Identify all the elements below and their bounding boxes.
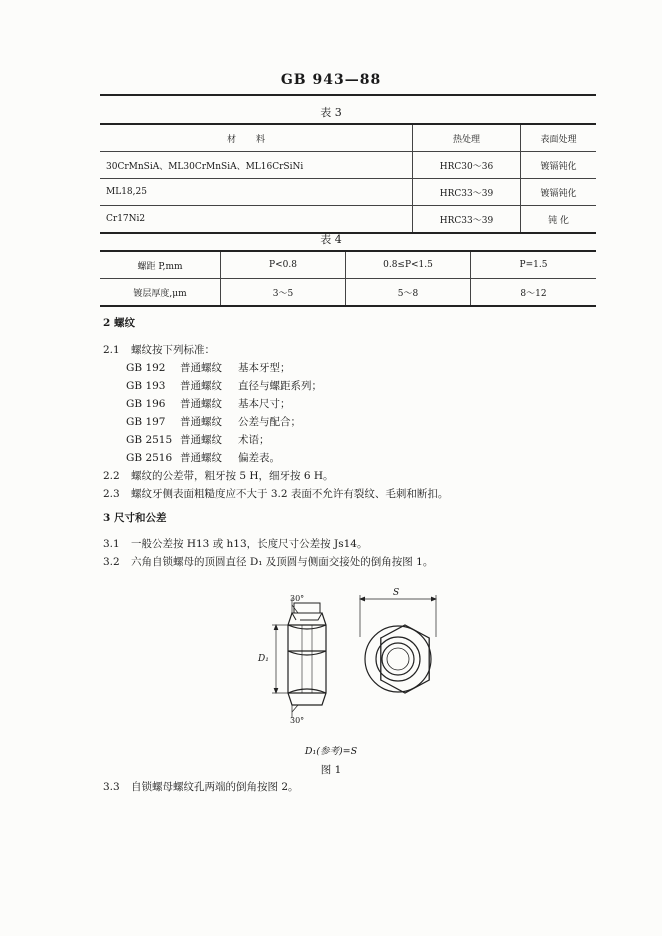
standard-category: 普通螺纹 — [180, 362, 222, 374]
standard-item — [126, 396, 291, 411]
clause-number: 3.2 — [103, 556, 120, 568]
dimension-d1 — [272, 625, 288, 693]
table-cell: P<0.8 — [221, 251, 346, 279]
clause-number: 3.1 — [103, 538, 120, 550]
table3 — [100, 123, 596, 234]
standard-item — [126, 414, 301, 429]
s-label: S — [393, 588, 400, 598]
standard-item — [126, 432, 270, 447]
figure1-drawing — [250, 585, 450, 730]
table-row — [100, 251, 596, 279]
clause-text: 自锁螺母螺纹孔两端的倒角按图 2。 — [131, 781, 299, 793]
table-row — [100, 206, 596, 234]
standard-category: 普通螺纹 — [180, 398, 222, 410]
standard-title: 基本尺寸； — [238, 398, 291, 410]
section3-title: 3 尺寸和公差 — [103, 512, 167, 524]
nut-side-view — [288, 603, 326, 705]
clause-3-1 — [103, 536, 367, 551]
clause-number: 2.1 — [103, 344, 120, 356]
table-cell: 5～8 — [346, 279, 471, 307]
table4 — [100, 250, 596, 307]
header-rule — [100, 94, 596, 96]
standard-code-item: GB 193 — [126, 380, 166, 392]
table-cell: 8～12 — [471, 279, 597, 307]
standard-category: 普通螺纹 — [180, 380, 222, 392]
table-cell: 镀镉钝化 — [521, 179, 597, 206]
standard-title: 基本牙型； — [238, 362, 291, 374]
table-row — [100, 152, 596, 179]
clause-number: 2.3 — [103, 488, 120, 500]
standard-code: GB 943—88 — [280, 72, 382, 88]
table-cell: 镀层厚度,μm — [100, 279, 221, 307]
table-cell: Cr17Ni2 — [100, 206, 413, 234]
clause-2-1 — [103, 342, 215, 357]
standard-item — [126, 378, 322, 393]
table-cell: P=1.5 — [471, 251, 597, 279]
clause-3-3 — [103, 779, 299, 794]
standard-category: 普通螺纹 — [180, 434, 222, 446]
table-header: 热处理 — [413, 124, 521, 152]
table-row — [100, 124, 596, 152]
standard-category: 普通螺纹 — [180, 416, 222, 428]
table-cell: 30CrMnSiA、ML30CrMnSiA、ML16CrSiNi — [100, 152, 413, 179]
section2-title: 2 螺纹 — [103, 317, 135, 329]
clause-text: 螺纹按下列标准： — [131, 344, 215, 356]
clause-number: 2.2 — [103, 470, 120, 482]
standard-title: 术语； — [238, 434, 270, 446]
clause-2-3 — [103, 486, 448, 501]
standard-title: 直径与螺距系列； — [238, 380, 322, 392]
clause-3-2 — [103, 554, 433, 569]
table-cell: 镀镉钝化 — [521, 152, 597, 179]
clause-number: 3.3 — [103, 781, 120, 793]
standard-item — [126, 450, 280, 465]
clause-text: 六角自锁螺母的顶圆直径 D₁ 及顶圆与侧面交接处的倒角按图 1。 — [131, 556, 434, 568]
dimension-s — [360, 595, 436, 637]
clause-text: 螺纹牙侧表面粗糙度应不大于 3.2 表面不允许有裂纹、毛刺和断扣。 — [131, 488, 449, 500]
table-cell: 3～5 — [221, 279, 346, 307]
clause-text: 一般公差按 H13 或 h13，长度尺寸公差按 Js14。 — [131, 538, 368, 550]
figure1-caption: 图 1 — [320, 764, 342, 776]
table4-caption: 表 4 — [320, 233, 342, 246]
table3-caption: 表 3 — [320, 106, 342, 119]
header-material: 材料 — [226, 134, 285, 145]
standard-code-item: GB 197 — [126, 416, 166, 428]
table-cell: 0.8≤P<1.5 — [346, 251, 471, 279]
table-cell: 钝 化 — [521, 206, 597, 234]
standard-code-item: GB 2515 — [126, 434, 173, 446]
d1-label: D₁ — [258, 654, 269, 664]
standard-code-item: GB 2516 — [126, 452, 173, 464]
table-header — [100, 124, 413, 152]
table-cell: HRC33～39 — [413, 179, 521, 206]
standard-code-item: GB 192 — [126, 362, 166, 374]
table-cell: ML18,25 — [100, 179, 413, 206]
table-cell: HRC30～36 — [413, 152, 521, 179]
standard-title: 公差与配合； — [238, 416, 301, 428]
standard-category: 普通螺纹 — [180, 452, 222, 464]
angle-leaders — [292, 598, 298, 718]
table-header: 表面处理 — [521, 124, 597, 152]
table-cell: 螺距 P,mm — [100, 251, 221, 279]
table-row — [100, 279, 596, 307]
table-cell: HRC33～39 — [413, 206, 521, 234]
figure1-formula: D₁(参考)=S — [304, 746, 358, 757]
clause-2-2 — [103, 468, 334, 483]
nut-top-view — [365, 625, 431, 693]
standard-code-item: GB 196 — [126, 398, 166, 410]
standard-item — [126, 360, 291, 375]
standard-title: 偏差表。 — [238, 452, 280, 464]
angle-bottom-label: 30° — [290, 716, 305, 725]
table-row — [100, 179, 596, 206]
clause-text: 螺纹的公差带，粗牙按 5 H，细牙按 6 H。 — [131, 470, 334, 482]
angle-top-label: 30° — [290, 594, 305, 603]
